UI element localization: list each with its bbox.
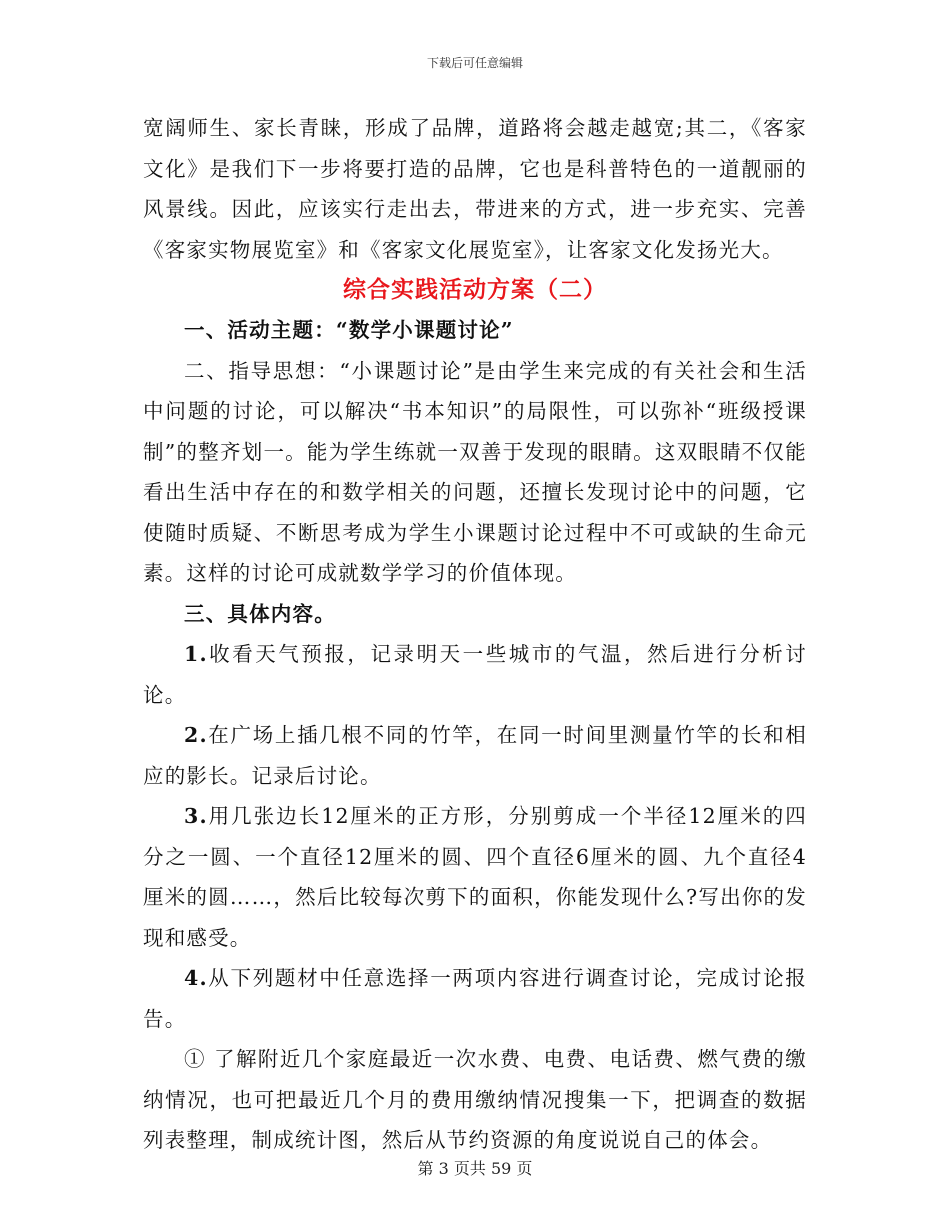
activity-theme-heading: 一、活动主题：“数学小课题讨论” (184, 318, 514, 342)
content-item-2 (143, 715, 807, 796)
content-item-1 (143, 634, 807, 715)
page-number-footer: 第 3 页共 59 页 (417, 1159, 533, 1178)
content-item-4 (143, 958, 807, 1039)
item-text: 收看天气预报，记录明天一些城市的气温，然后进行分析讨论。 (143, 642, 807, 707)
section-title: 综合实践活动方案（二） (343, 276, 607, 303)
specific-content-heading: 三、具体内容。 (184, 601, 336, 626)
content-sub-item-1: ① 了解附近几个家庭最近一次水费、电费、电话费、燃气费的缴纳情况，也可把最近几个月的费用缴纳情况搜集一下，把调查的数据列表整理，制成统计图，然后从节约资源的角度说说自己的体会。 (143, 1047, 807, 1152)
guiding-ideology-paragraph: 二、指导思想：“小课题讨论”是由学生来完成的有关社会和生活中问题的讨论，可以解决“书本知识”的局限性，可以弥补“班级授课制”的整齐划一。能为学生练就一双善于发现的眼睛。这双眼睛不仅能看出生活中存在的和数学相关的问题，还擅长发现讨论中的问题，它使随时质疑、不断思考成为学生小课题讨论过程中不可或缺的生命元素。这样的讨论可成就数学学习的价值体现。 (143, 358, 807, 585)
item-number: 4. (184, 966, 208, 990)
content-item-3 (143, 796, 807, 958)
item-number: 3. (184, 804, 208, 828)
item-number: 1. (184, 642, 208, 666)
item-number: 2. (184, 723, 208, 747)
intro-paragraph: 宽阔师生、家长青睐，形成了品牌，道路将会越走越宽;其二，《客家文化》是我们下一步将要打造的品牌，它也是科普特色的一道靓丽的风景线。因此，应该实行走出去，带进来的方式，进一步充实、完善《客家实物展览室》和《客家文化展览室》，让客家文化发扬光大。 (143, 116, 807, 262)
item-text: 用几张边长12厘米的正方形，分别剪成一个半径12厘米的四分之一圆、一个直径12厘米的圆、四个直径6厘米的圆、九个直径4厘米的圆……，然后比较每次剪下的面积，你能发现什么?写出你的发现和感受。 (143, 804, 807, 950)
item-text: 在广场上插几根不同的竹竿，在同一时间里测量竹竿的长和相应的影长。记录后讨论。 (143, 723, 807, 788)
page-header-note: 下载后可任意编辑 (426, 56, 523, 70)
item-text: 从下列题材中任意选择一两项内容进行调查讨论，完成讨论报告。 (143, 966, 807, 1031)
document-body (143, 108, 807, 1161)
